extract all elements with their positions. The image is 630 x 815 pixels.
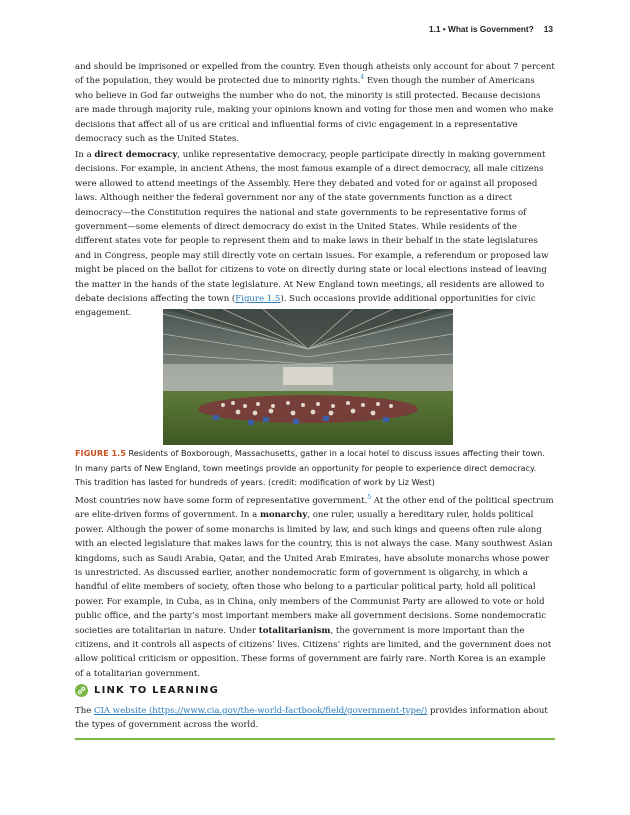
link-to-learning-text — [75, 704, 555, 733]
para3-text-d: , the government is more important than the citizens, and it controls all aspects of citizens’ lives. Citizens’ rights are limited, and the government does not allow political criticism or opposition. These forms of government are fairly rare. North Korea is an example of a totalitarian government. — [75, 625, 552, 679]
term-direct-democracy: direct democracy — [94, 150, 178, 160]
paragraph-minority-rights — [75, 60, 555, 146]
para2-text-c: ). Such occasions provide additional opportunities for civic engagement. — [75, 294, 536, 319]
term-monarchy: monarchy — [259, 510, 308, 521]
page-number: 13 — [543, 24, 553, 34]
para2-text-b: , unlike representative democracy, people participate directly in making government decisions. For example, in ancient Athens, the most famous example of a direct democracy, all male citizens were allowed to attend meetings of the Assembly. Here they debated and voted for or against all proposed laws. Although neither the federal government nor any of the state governments function as a direct democracy—the Constitution requires the national and state governments to be representative forms of government—some elements of direct democracy do exist in the United States. While residents of the different states vote for people to represent them and to make laws in their behalf in the state legislatures and in Congress, people may still directly vote on certain issues. For example, a referendum or proposed law might be placed on the ballot for citizens to vote on directly during state or local elections instead of leaving the matter in the hands of the state legislature. At New England town meetings, all residents are allowed to debate decisions affecting the town ( — [75, 150, 549, 305]
link-icon — [75, 684, 88, 697]
figure-caption-text: Residents of Boxborough, Massachusetts, gather in a local hotel to discuss issues affecting their town. In many parts of New England, town meetings provide an opportunity for people to experience direct democracy. This tradition has lasted for hundreds of years. (credit: modification of work by Liz West) — [75, 448, 545, 487]
term-totalitarianism: totalitarianism — [258, 625, 331, 636]
town-meeting-photo — [163, 309, 453, 445]
paragraph-direct-democracy — [75, 148, 555, 321]
footnote-ref-5[interactable]: 5 — [367, 494, 372, 502]
ltl-text-b: provides information about the types of government across the world. — [75, 706, 548, 731]
figure-label: FIGURE 1.5 — [75, 448, 126, 458]
para2-text-a: In a — [75, 150, 95, 160]
para3-text-a: Most countries now have some form of representative government. — [75, 496, 368, 506]
running-header — [429, 24, 553, 34]
link-to-learning-heading — [75, 684, 219, 697]
para1-text-a: and should be imprisoned or expelled from the country. Even though atheists only account for about 7 percent of the population, they would be protected due to minority rights. — [75, 62, 555, 87]
link-to-learning-divider — [75, 738, 555, 740]
ltl-text-a: The — [75, 706, 94, 716]
header-section-title: 1.1 • What is Government? — [428, 24, 534, 34]
cia-website-link[interactable]: CIA website (https://www.cia.gov/the-world-factbook/field/government-type/) — [93, 706, 428, 716]
para1-text-b: Even though the number of Americans who believe in God far outweighs the number who do not, the minority is still protected. Because decisions are made through majority rule, making your opinions known and voting for those men and women who make decisions that affect all of us are critical and influential forms of civic engagement in a representative democracy such as the United States. — [75, 76, 554, 145]
figure-caption — [75, 446, 555, 490]
para3-text-c: , one ruler, usually a hereditary ruler, holds political power. Although the power of some monarchs is limited by law, and such kings and queens often rule along with an elected legislature that makes laws for the country, this is not always the case. Many southwest Asian kingdoms, such as Saudi Arabia, Qatar, and the United Arab Emirates, have absolute monarchs whose power is unrestricted. As discussed earlier, another nondemocratic form of government is oligarchy, in which a handful of elite members of society, often those who belong to a particular political party, hold all political power. For example, in Cuba, as in China, only members of the Communist Party are allowed to vote or hold public office, and the party’s most important members make all government decisions. Some nondemocratic societies are totalitarian in nature. Under — [75, 510, 553, 636]
link-to-learning-title: LINK TO LEARNING — [94, 685, 220, 696]
para3-text-b: At the other end of the political spectrum are elite-driven forms of government. In a — [75, 496, 554, 521]
figure-1-5-link[interactable]: Figure 1.5 — [235, 294, 281, 305]
paragraph-elite-governments — [75, 494, 555, 681]
footnote-ref-4[interactable]: 4 — [360, 74, 365, 82]
